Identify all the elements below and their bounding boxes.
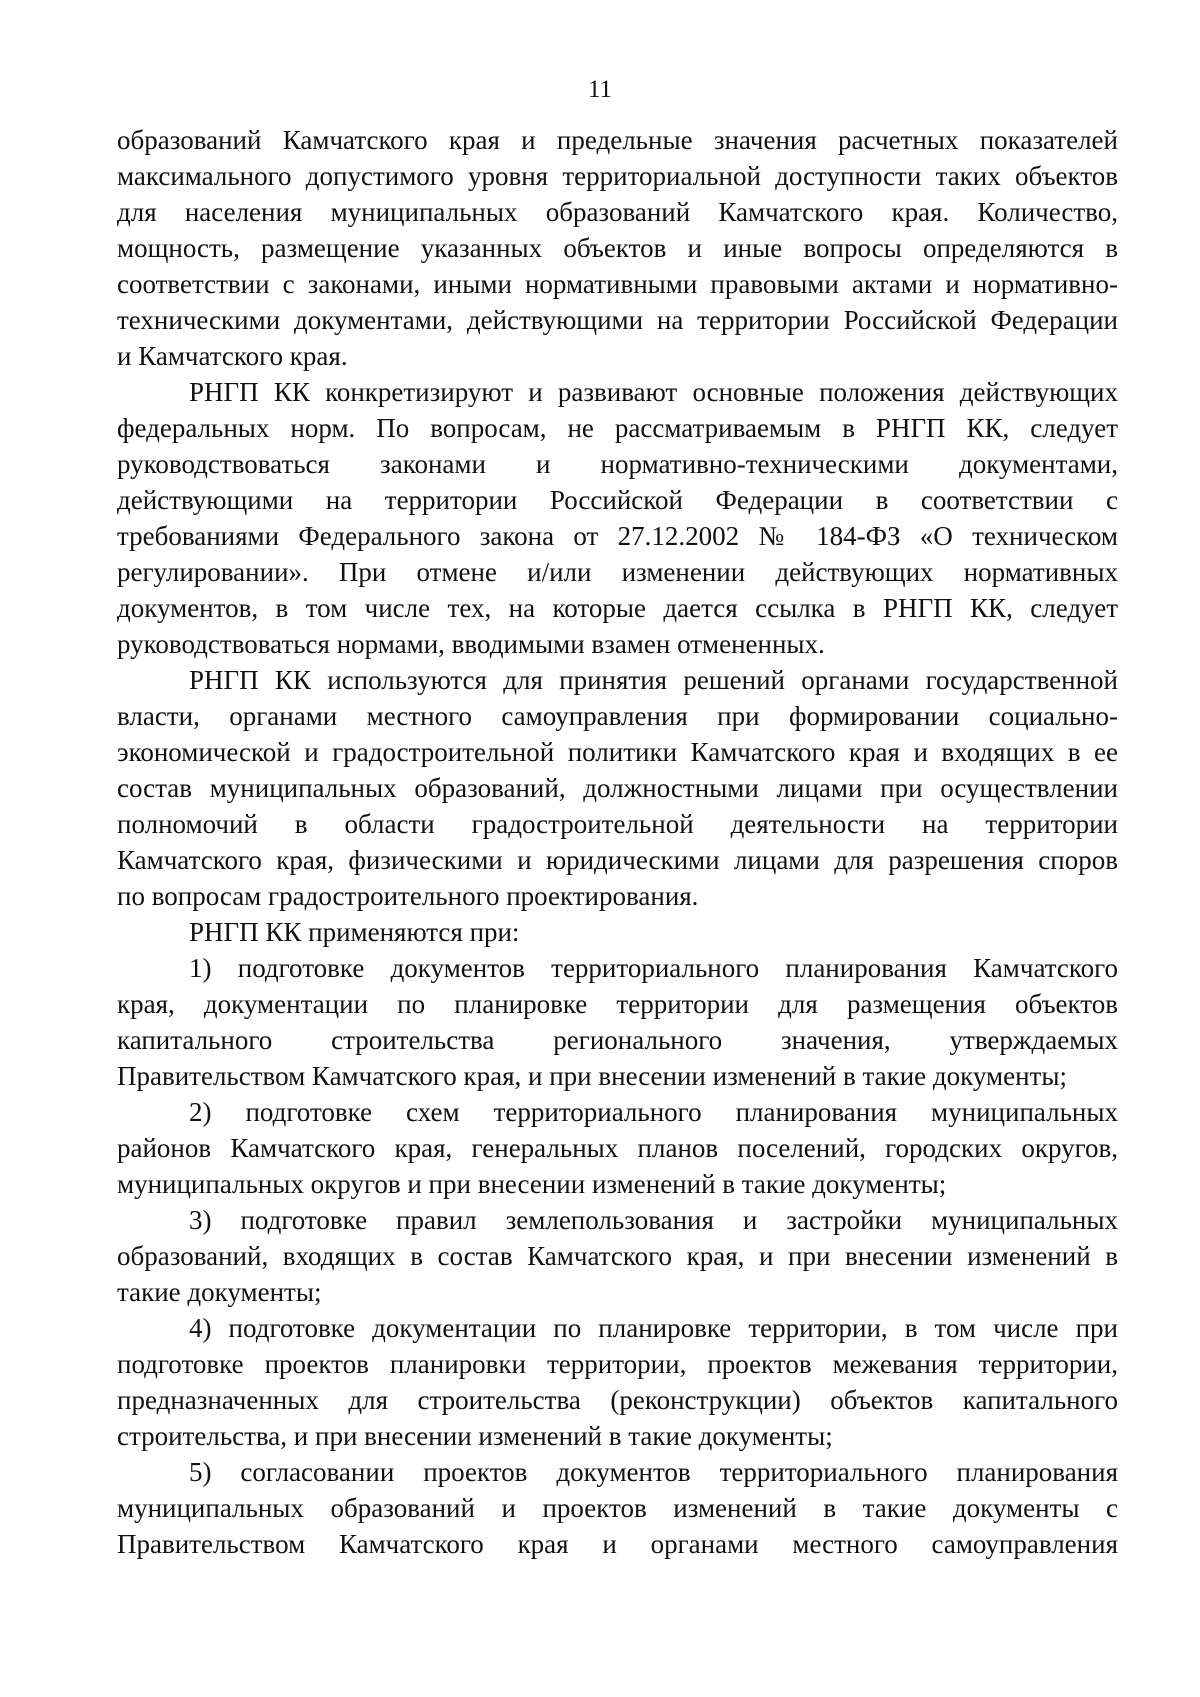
text-line: действующими на территории Российской Федерации в соответствии с	[117, 485, 1118, 515]
text-line: документов, в том числе тех, на которые дается ссылка в РНГП КК, следует	[117, 593, 1118, 623]
text-line: образований, входящих в состав Камчатского края, и при внесении изменений в	[117, 1241, 1118, 1271]
text-line: экономической и градостроительной политики Камчатского края и входящих в ее	[117, 737, 1118, 767]
document-body	[117, 122, 1118, 1562]
text-line: федеральных норм. По вопросам, не рассматриваемым в РНГП КК, следует	[117, 413, 1118, 443]
text-line: требованиями Федерального закона от 27.12.2002 № 184-ФЗ «О техническом	[117, 521, 1118, 551]
text-line: власти, органами местного самоуправления при формировании социально-	[117, 701, 1118, 731]
text-line: предназначенных для строительства (реконструкции) объектов капитального	[117, 1385, 1118, 1415]
text-line: РНГП КК конкретизируют и развивают основные положения действующих	[189, 377, 1118, 407]
text-line: техническими документами, действующими на территории Российской Федерации	[117, 305, 1118, 335]
text-line: РНГП КК применяются при:	[189, 917, 520, 947]
text-line: 1) подготовке документов территориального планирования Камчатского	[189, 953, 1118, 983]
text-line: Правительством Камчатского края, и при внесении изменений в такие документы;	[117, 1061, 1067, 1091]
text-line: муниципальных образований и проектов изменений в такие документы с	[117, 1493, 1118, 1523]
text-line: 2) подготовке схем территориального планирования муниципальных	[189, 1097, 1118, 1127]
text-line: для населения муниципальных образований Камчатского края. Количество,	[117, 197, 1118, 227]
paragraph	[117, 914, 1118, 950]
text-line: по вопросам градостроительного проектирования.	[117, 881, 699, 911]
text-line: руководствоваться нормами, вводимыми взамен отмененных.	[117, 629, 825, 659]
paragraph	[117, 1454, 1118, 1562]
text-line: муниципальных округов и при внесении изменений в такие документы;	[117, 1169, 947, 1199]
text-line: Камчатского края, физическими и юридическими лицами для разрешения споров	[117, 845, 1118, 875]
text-line: такие документы;	[117, 1277, 322, 1307]
paragraph	[117, 374, 1118, 662]
page-number: 11	[587, 76, 613, 103]
text-line: 4) подготовке документации по планировке территории, в том числе при	[189, 1313, 1118, 1343]
text-line: состав муниципальных образований, должностными лицами при осуществлении	[117, 773, 1118, 803]
paragraph	[117, 1202, 1118, 1310]
text-line: Правительством Камчатского края и органами местного самоуправления	[117, 1529, 1118, 1559]
text-line: регулировании». При отмене и/или изменении действующих нормативных	[117, 557, 1118, 587]
text-line: районов Камчатского края, генеральных планов поселений, городских округов,	[117, 1133, 1118, 1163]
paragraph	[117, 1094, 1118, 1202]
text-line: образований Камчатского края и предельные значения расчетных показателей	[117, 125, 1118, 155]
text-line: края, документации по планировке территории для размещения объектов	[117, 989, 1118, 1019]
text-line: полномочий в области градостроительной деятельности на территории	[117, 809, 1118, 839]
text-line: капитального строительства регионального значения, утверждаемых	[117, 1025, 1118, 1055]
text-line: и Камчатского края.	[117, 341, 348, 371]
text-line: подготовке проектов планировки территории, проектов межевания территории,	[117, 1349, 1118, 1379]
text-line: строительства, и при внесении изменений в такие документы;	[117, 1421, 833, 1451]
paragraph	[117, 662, 1118, 914]
text-line: соответствии с законами, иными нормативными правовыми актами и нормативно-	[117, 269, 1118, 299]
paragraph	[117, 950, 1118, 1094]
paragraph	[117, 1310, 1118, 1454]
text-line: мощность, размещение указанных объектов и иные вопросы определяются в	[117, 233, 1118, 263]
text-line: 5) согласовании проектов документов территориального планирования	[189, 1457, 1118, 1487]
text-line: 3) подготовке правил землепользования и застройки муниципальных	[189, 1205, 1118, 1235]
text-line: руководствоваться законами и нормативно-техническими документами,	[117, 449, 1118, 479]
paragraph	[117, 122, 1118, 374]
text-line: максимального допустимого уровня территориальной доступности таких объектов	[117, 161, 1118, 191]
text-line: РНГП КК используются для принятия решений органами государственной	[189, 665, 1118, 695]
